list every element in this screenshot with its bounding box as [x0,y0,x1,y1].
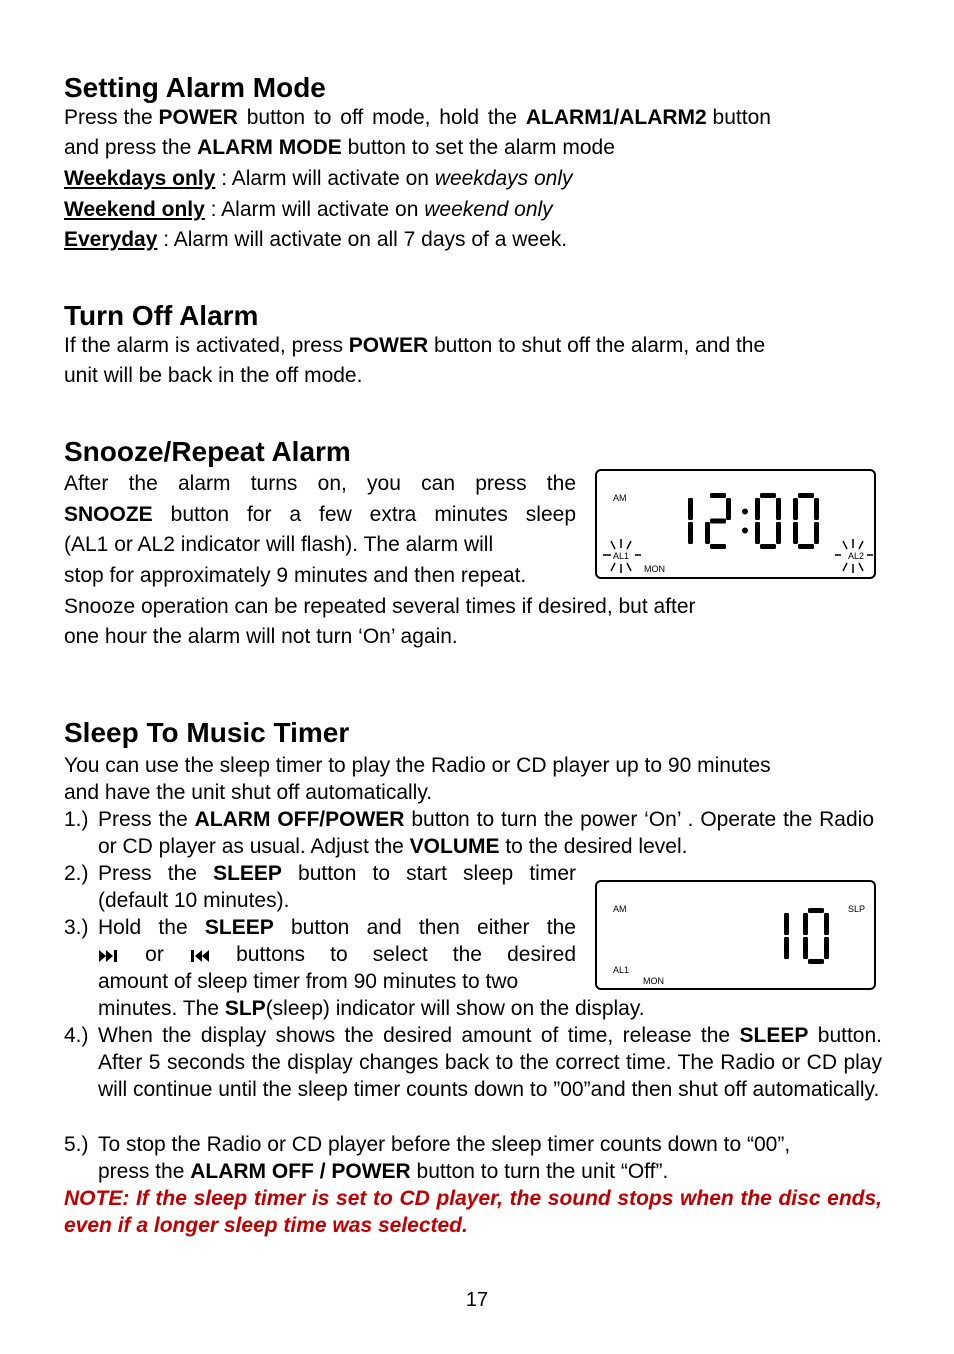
text: button. After 5 seconds the display changes back to the correct time. The Radio or CD play will continue until the sleep timer counts down to ”00”and then shut off automatically. [98,1024,882,1101]
text: To stop the Radio or CD player before the sleep timer counts down to “00”, [98,1133,791,1156]
lcd-colon-dot [742,508,748,514]
text: stop for approximately 9 minutes and then repeat. [64,564,527,587]
power-term: POWER [158,106,238,129]
step-text [98,1131,882,1185]
text: : Alarm will activate on [215,167,435,190]
lcd-display-alarm [595,469,876,579]
lcd-segment [814,498,819,520]
text: button to turn the power ‘On’ . Operate the Radio or CD player as usual. Adjust the [98,808,875,858]
lcd-display-sleep [595,880,876,990]
lcd-segment [755,498,760,520]
lcd-timer-digits [763,906,833,970]
sleep-term: SLEEP [213,862,282,885]
text: buttons to select the desired [210,943,577,966]
lcd-digit-group [784,908,829,964]
step-2 [64,860,576,914]
s2-paragraph-line2 [64,361,362,392]
lcd-segment [776,498,781,520]
text: button [706,106,771,129]
s3-line5 [64,592,696,623]
step-number: 5.) [64,1133,89,1156]
step-text [98,806,874,860]
text: After the alarm turns on, you can press the [64,472,576,495]
lcd-segment [755,522,760,544]
text: Snooze operation can be repeated several times if desired, but after [64,595,696,618]
step-text [98,914,576,941]
intro-line2: and have the unit shut off automatically. [64,781,433,804]
lcd-segment [808,908,824,913]
lcd-segment [798,493,814,498]
s3-line1 [64,469,576,500]
lcd-digit-group [688,493,819,549]
mode-label: Weekdays only [64,167,216,190]
text: and press the [64,136,198,159]
alarm1-alarm2-term: ALARM1/ALARM2 [525,106,707,129]
lcd-segment [824,937,829,959]
lcd-segment [710,519,726,524]
lcd-segment [803,937,808,959]
text: When the display shows the desired amount of time, release the [98,1024,740,1047]
mode-everyday [64,225,567,256]
lcd-segment [726,498,731,520]
page-number: 17 [465,1289,489,1311]
intro-line1: You can use the sleep timer to play the Radio or CD player up to 90 minutes [64,754,771,777]
power-term: POWER [348,334,429,357]
step-number: 2.) [64,862,89,885]
al2-flash-icon [835,539,873,575]
skip-back-icon [189,949,211,963]
step-text: amount of sleep timer from 90 minutes to two [98,970,519,993]
text: button to start sleep timer (default 10 minutes). [98,862,576,912]
note-cd-sleep: NOTE: If the sleep timer is set to CD player, the sound stops when the disc ends, even if a longer sleep time was selected. [64,1187,882,1237]
heading-sleep-to-music-timer: Sleep To Music Timer [64,717,350,748]
text: or [120,943,189,966]
lcd-day-indicator: MON [644,564,665,574]
mode-label: Weekend only [64,198,205,221]
lcd-segment [776,522,781,544]
text: : Alarm will activate on [204,198,425,221]
lcd-segment [793,522,798,544]
text: (sleep) indicator will show on the display. [265,997,645,1020]
text: button to turn the unit “Off”. [410,1160,669,1183]
s3-line6 [64,622,458,653]
lcd-colon-dot [742,528,748,534]
lcd-segment [784,913,789,935]
text: one hour the alarm will not turn ‘On’ again. [64,625,458,648]
lcd-segment [814,522,819,544]
lcd-segment [803,913,808,935]
lcd-am-indicator: AM [613,493,627,503]
mode-weekdays-only [64,164,573,195]
text: (AL1 or AL2 indicator will flash). The alarm will [64,533,494,556]
text: Press the [98,808,195,831]
s4-intro [64,752,882,806]
heading-setting-alarm-mode: Setting Alarm Mode [64,72,326,103]
text: to the desired level. [499,835,688,858]
step-text [98,941,576,968]
skip-forward-icon [98,949,120,963]
lcd-time-digits [667,491,827,561]
mode-emphasis: weekdays only [434,167,573,190]
lcd-segment [808,959,824,964]
lcd-am-indicator: AM [613,904,627,914]
heading-turn-off-alarm: Turn Off Alarm [64,300,259,331]
lcd-day-indicator: MON [643,976,664,986]
text: Hold the [98,916,205,939]
text: button to set the alarm mode [341,136,615,159]
alarm-mode-term: ALARM MODE [197,136,342,159]
lcd-slp-indicator: SLP [848,904,866,914]
s3-line3 [64,530,493,561]
text: button and then either the [273,916,576,939]
text: button to shut off the alarm, and the [428,334,766,357]
s3-line4 [64,561,526,592]
text: minutes. The [98,997,225,1020]
lcd-segment [710,544,726,549]
step-number: 4.) [64,1024,89,1047]
snooze-term: SNOOZE [64,503,153,526]
alarm-off-power-term: ALARM OFF / POWER [190,1160,411,1183]
text: : Alarm will activate on all 7 days of a week. [157,228,568,251]
lcd-al1-indicator: AL1 [613,551,630,561]
lcd-segment [760,544,776,549]
mode-label: Everyday [64,228,158,251]
lcd-segment [688,522,693,544]
step-text [98,995,882,1022]
s1-paragraph-line2 [64,133,615,164]
volume-term: VOLUME [409,835,500,858]
text: button to off mode, hold the [237,106,526,129]
step-number: 1.) [64,808,89,831]
text: If the alarm is activated, press [64,334,349,357]
sleep-term: SLEEP [739,1024,809,1047]
step-text [98,860,576,914]
mode-weekend-only [64,195,553,226]
step-number: 3.) [64,916,89,939]
s1-paragraph-line1 [64,103,882,134]
alarm-off-power-term: ALARM OFF/POWER [194,808,405,831]
step-5 [64,1131,882,1185]
text: Press the [98,862,214,885]
slp-term: SLP [224,997,266,1020]
text: press the [98,1160,191,1183]
heading-snooze-repeat-alarm: Snooze/Repeat Alarm [64,436,351,467]
text: button for a few extra minutes sleep [152,503,576,526]
lcd-segment [760,493,776,498]
lcd-segment [798,544,814,549]
text: Press the [64,106,159,129]
s3-line2 [64,500,576,531]
step-1 [64,806,874,860]
al1-flash-icon [601,539,641,575]
lcd-segment [793,498,798,520]
lcd-segment [824,913,829,935]
lcd-al1-indicator: AL1 [613,965,630,975]
lcd-segment [705,522,710,544]
lcd-segment [688,498,693,520]
text: unit will be back in the off mode. [64,364,363,387]
lcd-segment [784,937,789,959]
sleep-term: SLEEP [204,916,274,939]
step-text [98,1022,882,1103]
step-4 [64,1022,882,1103]
s2-paragraph-line1 [64,331,765,362]
lcd-segment [710,493,726,498]
mode-emphasis: weekend only [424,198,553,221]
lcd-al2-indicator: AL2 [848,551,865,561]
